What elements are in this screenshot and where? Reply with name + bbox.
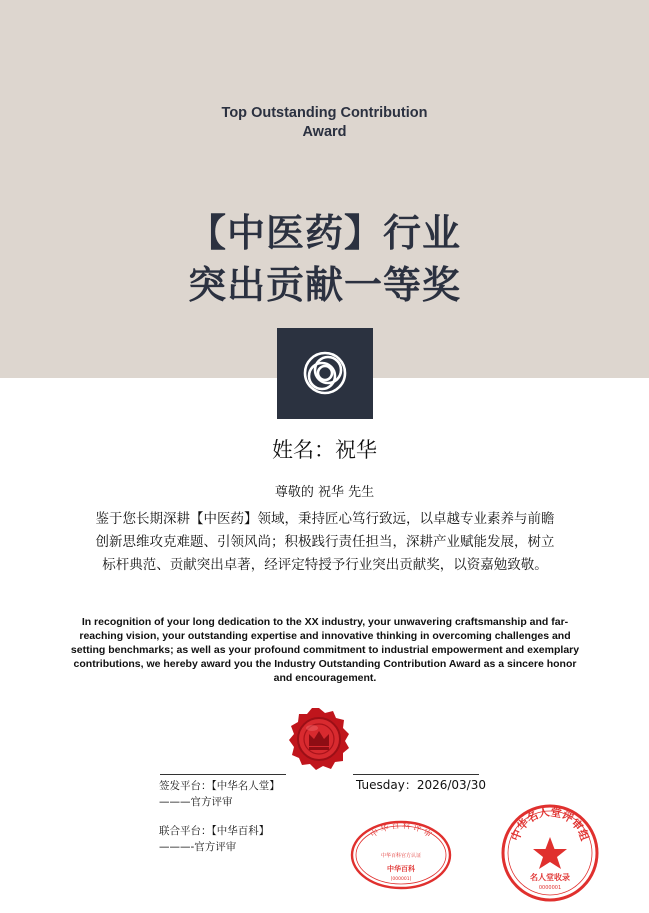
issuer-signature-line bbox=[160, 774, 286, 775]
citation-chinese bbox=[62, 508, 588, 577]
co-platform-subtitle: ———-官方评审 bbox=[159, 841, 237, 853]
left-stamp-arc-text: 中 华 百 科 评 审 bbox=[368, 820, 434, 840]
issuer-subtitle: ———官方评审 bbox=[159, 796, 233, 808]
issuer-label: 签发平台：【中华名人堂】 bbox=[159, 780, 280, 792]
hall-of-fame-review-stamp-icon bbox=[500, 803, 600, 903]
award-date: Tuesday：2026/03/30 bbox=[356, 778, 486, 792]
right-stamp-bottom-text: 名人堂收录 bbox=[530, 873, 570, 882]
title-line-1: 【中医药】行业 bbox=[187, 211, 461, 255]
right-stamp-code-text: 0000001 bbox=[538, 885, 562, 891]
svg-text:中 华 百 科 评 审 bbox=[368, 820, 434, 839]
left-stamp-center-text: 中华百科 bbox=[387, 865, 415, 873]
citation-cn-line-2: 创新思维攻克难题、引领风尚；积极践行责任担当，深耕产业赋能发展，树立 bbox=[95, 534, 555, 550]
citation-cn-line-1: 鉴于您长期深耕【中医药】领域，秉持匠心笃行致远，以卓越专业素养与前瞻 bbox=[95, 511, 555, 527]
left-stamp-inner-text: 中华百科官方认证 bbox=[380, 853, 422, 859]
left-stamp-bottom-text: [000001] bbox=[390, 877, 412, 882]
top-background-band bbox=[0, 0, 649, 378]
greeting: 尊敬的 祝华 先生 bbox=[274, 485, 375, 500]
co-platform-label: 联合平台：【中华百科】 bbox=[159, 825, 270, 837]
award-english-title bbox=[0, 104, 649, 142]
citation-english: In recognition of your long dedication to the XX industry, your unwavering craftsmanship and far-reaching vision, your outstanding expertise and innovative thinking in overcoming challenges and setting benchmarks; as well as your profound commitment to industrial empowerment and exemplary contributions, we hereby award you the Industry Outstanding Contribution Award as a sincere honor and encouragement. bbox=[70, 616, 580, 684]
interlocking-rings-icon bbox=[301, 349, 349, 397]
right-stamp-arc-text: 中华名人堂评审组 bbox=[508, 805, 592, 843]
date-signature-line bbox=[353, 774, 479, 775]
award-logo bbox=[277, 328, 373, 419]
recipient-name: 姓名：祝华 bbox=[272, 438, 377, 462]
baike-review-stamp-icon bbox=[349, 818, 453, 890]
title-line-2: 突出贡献一等奖 bbox=[187, 263, 461, 307]
award-en-line-2: Award bbox=[302, 124, 347, 140]
award-en-line-1: Top Outstanding Contribution bbox=[221, 105, 428, 121]
award-title bbox=[0, 207, 649, 311]
wax-seal-icon bbox=[286, 706, 352, 772]
citation-cn-line-3: 标杆典范、贡献突出卓著，经评定特授予行业突出贡献奖，以资嘉勉致敬。 bbox=[102, 557, 548, 573]
svg-text:中华名人堂评审组 bbox=[508, 805, 592, 843]
